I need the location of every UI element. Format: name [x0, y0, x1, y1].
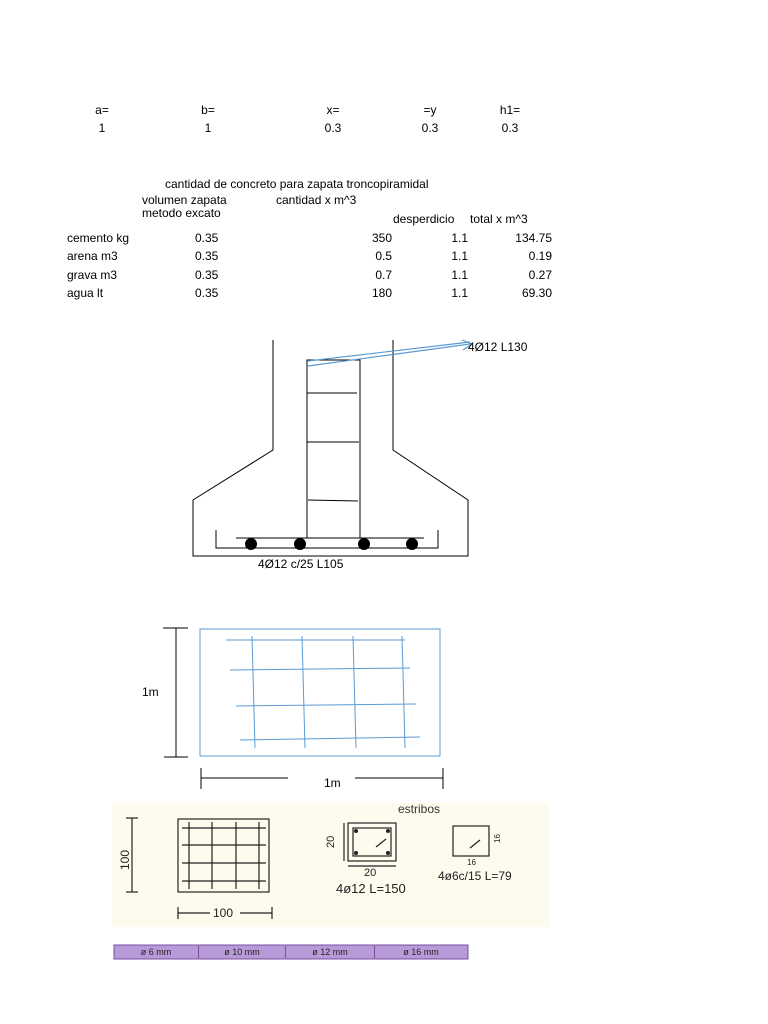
param-header-b: b= [201, 103, 215, 117]
diameter-cell: ø 12 mm [286, 946, 375, 958]
dim-20-side: 20 [325, 835, 337, 848]
volumen-cell: 0.35 [195, 249, 219, 263]
param-header-x: x= [326, 103, 340, 117]
col-volumen-header: volumen zapata [142, 193, 227, 207]
estribos-title: estribos [398, 802, 441, 816]
plan-bottom-label: 1m [324, 776, 341, 790]
param-value-x: 0.3 [324, 121, 342, 135]
stirrups-label: 4ø6c/15 L=79 [438, 869, 512, 883]
param-header-a: a= [95, 103, 109, 117]
dim-16-side: 16 [493, 834, 502, 843]
param-value-b: 1 [204, 121, 212, 135]
callout-arrow [308, 340, 472, 366]
plan-grid [226, 636, 420, 748]
rebar-dot [245, 538, 257, 550]
cantidad-cell: 350 [371, 231, 392, 245]
desperdicio-cell: 1.1 [451, 231, 468, 245]
diameter-cell: ø 10 mm [199, 946, 286, 958]
rebar-dot [294, 538, 306, 550]
desperdicio-cell: 1.1 [451, 286, 468, 300]
material-cell: grava m3 [67, 268, 118, 282]
rebar-dot [406, 538, 418, 550]
material-cell: arena m3 [67, 249, 118, 263]
total-cell: 134.75 [515, 231, 552, 245]
plan-side-label: 1m [142, 685, 159, 699]
base-bars-label: 4Ø12 c/25 L105 [258, 557, 344, 571]
concrete-title: cantidad de concreto para zapata troncopiramidal [165, 177, 429, 191]
col-metodo-header: metodo excato [142, 206, 221, 220]
plan-mesh-drawing [163, 628, 443, 789]
plan-dimension-lines [163, 628, 443, 789]
material-cell: cemento kg [67, 231, 130, 245]
rebar-dot [358, 538, 370, 550]
param-value-h1: 0.3 [501, 121, 519, 135]
param-header-y: =y [423, 103, 437, 117]
column-bars-label: 4Ø12 L130 [468, 340, 528, 354]
cantidad-cell: 180 [371, 286, 392, 300]
col-total-header: total x m^3 [470, 212, 528, 226]
column-outline [307, 360, 360, 538]
total-cell: 69.30 [521, 286, 552, 300]
cantidad-cell: 0.7 [375, 268, 392, 282]
diameter-cell: ø 16 mm [403, 947, 439, 957]
param-value-y: 0.3 [421, 121, 439, 135]
col-cantidad-header: cantidad x m^3 [276, 193, 357, 207]
desperdicio-cell: 1.1 [451, 249, 468, 263]
dim-100-bottom: 100 [213, 906, 234, 920]
total-cell: 0.27 [528, 268, 552, 282]
param-value-a: 1 [98, 121, 106, 135]
desperdicio-cell: 1.1 [451, 268, 468, 282]
dim-16-bottom: 16 [467, 858, 476, 867]
material-cell: agua lt [67, 286, 104, 300]
diameter-cell: ø 6 mm [114, 946, 199, 958]
cantidad-cell: 0.5 [375, 249, 392, 263]
main-bars-label: 4ø12 L=150 [336, 881, 406, 896]
col-desperdicio-header: desperdicio [393, 212, 455, 226]
volumen-cell: 0.35 [195, 231, 219, 245]
column-stirrup [308, 500, 358, 501]
volumen-cell: 0.35 [195, 268, 219, 282]
total-cell: 0.19 [528, 249, 552, 263]
dim-100-side: 100 [118, 849, 132, 870]
param-header-h1: h1= [499, 103, 521, 117]
footing-outline [193, 340, 468, 556]
volumen-cell: 0.35 [195, 286, 219, 300]
dim-20-bottom: 20 [364, 867, 377, 879]
